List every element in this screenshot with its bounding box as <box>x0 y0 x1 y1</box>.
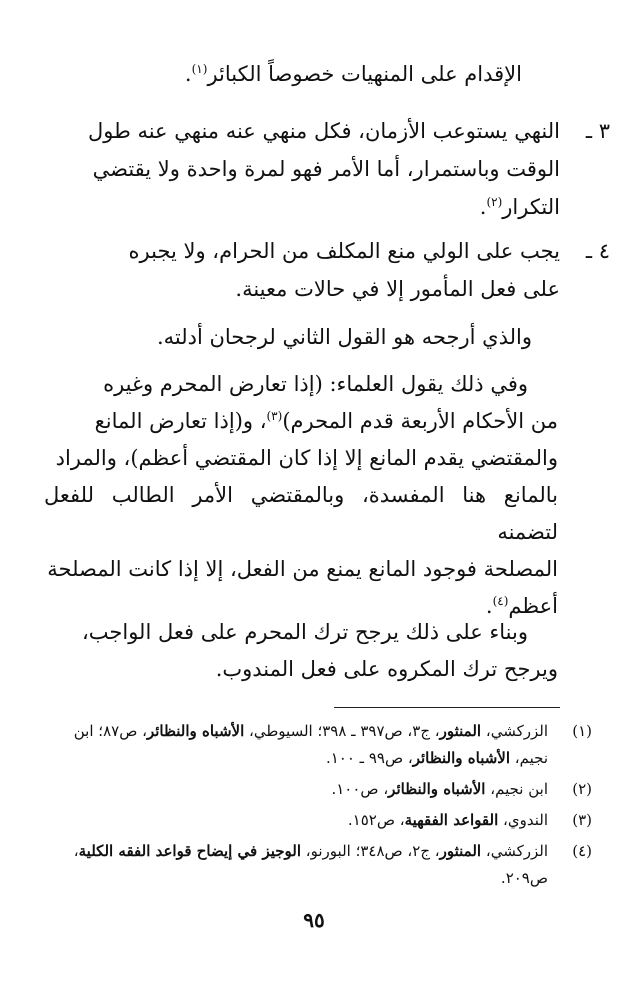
footnote-text: ، ج٣، ص٣٩٧ ـ ٣٩٨؛ السيوطي، <box>244 722 440 740</box>
footnote-title: الوجيز في إيضاح قواعد الفقه الكلية <box>78 842 302 860</box>
footnotes <box>40 718 592 896</box>
footnote-text: ، ص١٥٢. <box>347 811 405 829</box>
footnote-number: (٣) <box>572 811 592 829</box>
footnote-text: ، ص٨٧؛ ابن نجيم، <box>73 722 548 767</box>
list-item-3: ٣ ـ النهي يستوعب الأزمان، فكل منهي عنه منهي عنه طول الوقت وباستمرار، أما الأمر فهو لمرة واحدة ولا يقتضي التكرار$^{(٢)}$. <box>44 112 560 226</box>
footnote-text: ، ص٢٠٩. <box>73 842 548 887</box>
item-line: على فعل المأمور إلا في حالات معينة. <box>235 277 560 301</box>
para-line: وفي ذلك يقول العلماء: (إذا تعارض المحرم وغيره <box>103 372 528 396</box>
footnote-text: ، ص١٠٠. <box>331 780 389 798</box>
footnote-ref: (٢) <box>486 195 503 209</box>
paragraph <box>44 614 558 688</box>
para-line: المصلحة فوجود المانع يمنع من الفعل، إلا إذا كانت المصلحة <box>47 557 558 581</box>
item-line: يجب على الولي منع المكلف من الحرام، ولا يجبره <box>128 239 560 263</box>
footnote-title: الأشباه والنظائر <box>146 722 245 740</box>
footnote-text: ، ج٢، ص٣٤٨؛ البورنو، <box>301 842 440 860</box>
footnote-text: الزركشي، <box>481 842 548 860</box>
para-line: بالمانع هنا المفسدة، وبالمقتضي الأمر الطالب للفعل لتضمنه <box>44 483 558 544</box>
item-number: ٣ ـ <box>585 119 610 143</box>
page-number: ٩٥ <box>303 908 325 932</box>
footnote <box>40 776 592 803</box>
para-line: ، و(إذا تعارض المانع <box>94 409 267 433</box>
item-number: ٤ ـ <box>585 239 610 263</box>
footnote <box>40 838 592 892</box>
footnote-text: ابن نجيم، <box>485 780 548 798</box>
footnote-divider <box>334 707 560 708</box>
para-line: وبناء على ذلك يرجح ترك المحرم على فعل الواجب، <box>81 620 528 644</box>
lead-line: الإقدام على المنهيات خصوصاً الكبائر$^{(١)}$. <box>184 62 522 86</box>
paragraph: وفي ذلك يقول العلماء: (إذا تعارض المحرم وغيره من الأحكام الأربعة قدم المحرم)$^{(٣)}$، و(إذا تعارض المانع والمقتضي يقدم المانع إلا إذا كان المقتضي أعظم)، والمراد بالمانع هنا المفسدة، وبالمقتضي الأمر الطالب للفعل لتضمنه المصلحة فوجود المانع يمنع من الفعل، إلا إذا كانت المصلحة أعظم$^{(٤)}$. <box>44 366 558 625</box>
footnote-ref: (٤) <box>492 594 509 608</box>
lead-text: الإقدام على المنهيات خصوصاً الكبائر <box>207 62 522 86</box>
footnote-title: الأشباه والنظائر <box>388 780 486 798</box>
footnote-number: (٢) <box>572 780 592 798</box>
footnote-title: المنثور <box>439 722 482 740</box>
para-line: من الأحكام الأربعة قدم المحرم) <box>282 409 558 433</box>
item-line: النهي يستوعب الأزمان، فكل منهي عنه منهي عنه طول <box>87 119 560 143</box>
footnote-ref: (٣) <box>266 409 283 423</box>
para-line: أعظم <box>508 594 558 618</box>
footnote-number: (٤) <box>572 842 592 860</box>
item-line: التكرار <box>502 195 560 219</box>
footnote-text: الندوي، <box>498 811 548 829</box>
footnote-title: المنثور <box>439 842 482 860</box>
footnote <box>40 718 592 772</box>
footnote-ref: (١) <box>191 62 208 76</box>
list-item-4 <box>44 232 610 308</box>
para-line: والمقتضي يقدم المانع إلا إذا كان المقتضي أعظم)، والمراد <box>55 446 558 470</box>
item-line: الوقت وباستمرار، أما الأمر فهو لمرة واحدة ولا يقتضي <box>92 157 560 181</box>
footnote-number: (١) <box>572 722 592 740</box>
footnote-text: ، ص٩٩ ـ ١٠٠. <box>325 749 413 767</box>
footnote-title: القواعد الفقهية <box>404 811 499 829</box>
footnote <box>40 807 592 834</box>
footnote-text: الزركشي، <box>481 722 548 740</box>
para-line: ويرجح ترك المكروه على فعل المندوب. <box>215 657 558 681</box>
footnote-title: الأشباه والنظائر <box>412 749 511 767</box>
conclusion-text: والذي أرجحه هو القول الثاني لرجحان أدلته. <box>156 325 532 349</box>
